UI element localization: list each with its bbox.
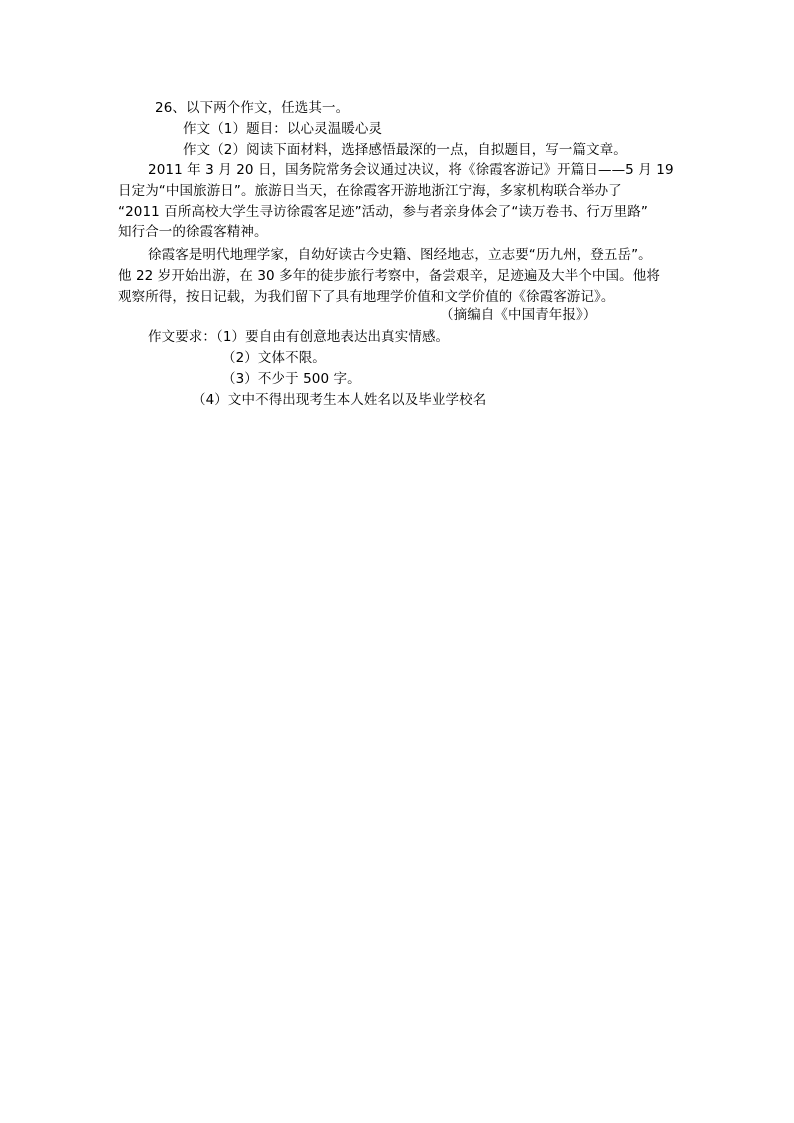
requirement-2: （2）文体不限。 <box>222 350 326 366</box>
material-paragraph-1-line-1: 2011 年 3 月 20 日，国务院常务会议通过决议，将《徐霞客游记》开篇日——5 月 19 <box>148 162 674 178</box>
material-paragraph-2-line-3: 观察所得，按日记载，为我们留下了具有地理学价值和文学价值的《徐霞客游记》。 <box>118 289 615 305</box>
material-paragraph-1-line-3: “2011 百所高校大学生寻访徐霞客足迹”活动，参与者亲身体会了“读万卷书、行万里路” <box>118 204 648 220</box>
material-paragraph-2-line-1: 徐霞客是明代地理学家，自幼好读古今史籍、图经地志，立志要“历九州，登五岳”。 <box>148 247 652 263</box>
requirement-4: （4）文中不得出现考生本人姓名以及毕业学校名 <box>192 392 487 408</box>
essay-option-1: 作文（1）题目：以心灵温暖心灵 <box>183 121 383 137</box>
material-paragraph-2-line-2: 他 22 岁开始出游，在 30 多年的徒步旅行考察中，备尝艰辛，足迹遍及大半个中国。他将 <box>118 268 660 284</box>
question-number-line: 26、以下两个作文，任选其一。 <box>155 100 350 116</box>
material-paragraph-1-line-4: 知行合一的徐霞客精神。 <box>118 224 268 240</box>
source-citation: （摘编自《中国青年报》） <box>440 307 597 323</box>
requirement-3: （3）不少于 500 字。 <box>222 371 361 387</box>
essay-option-2: 作文（2）阅读下面材料，选择感悟最深的一点，自拟题目，写一篇文章。 <box>183 142 627 158</box>
requirements-heading: 作文要求：（1）要自由有创意地表达出真实情感。 <box>148 329 450 345</box>
material-paragraph-1-line-2: 日定为“中国旅游日”。旅游日当天，在徐霞客开游地浙江宁海，多家机构联合举办了 <box>118 183 622 199</box>
